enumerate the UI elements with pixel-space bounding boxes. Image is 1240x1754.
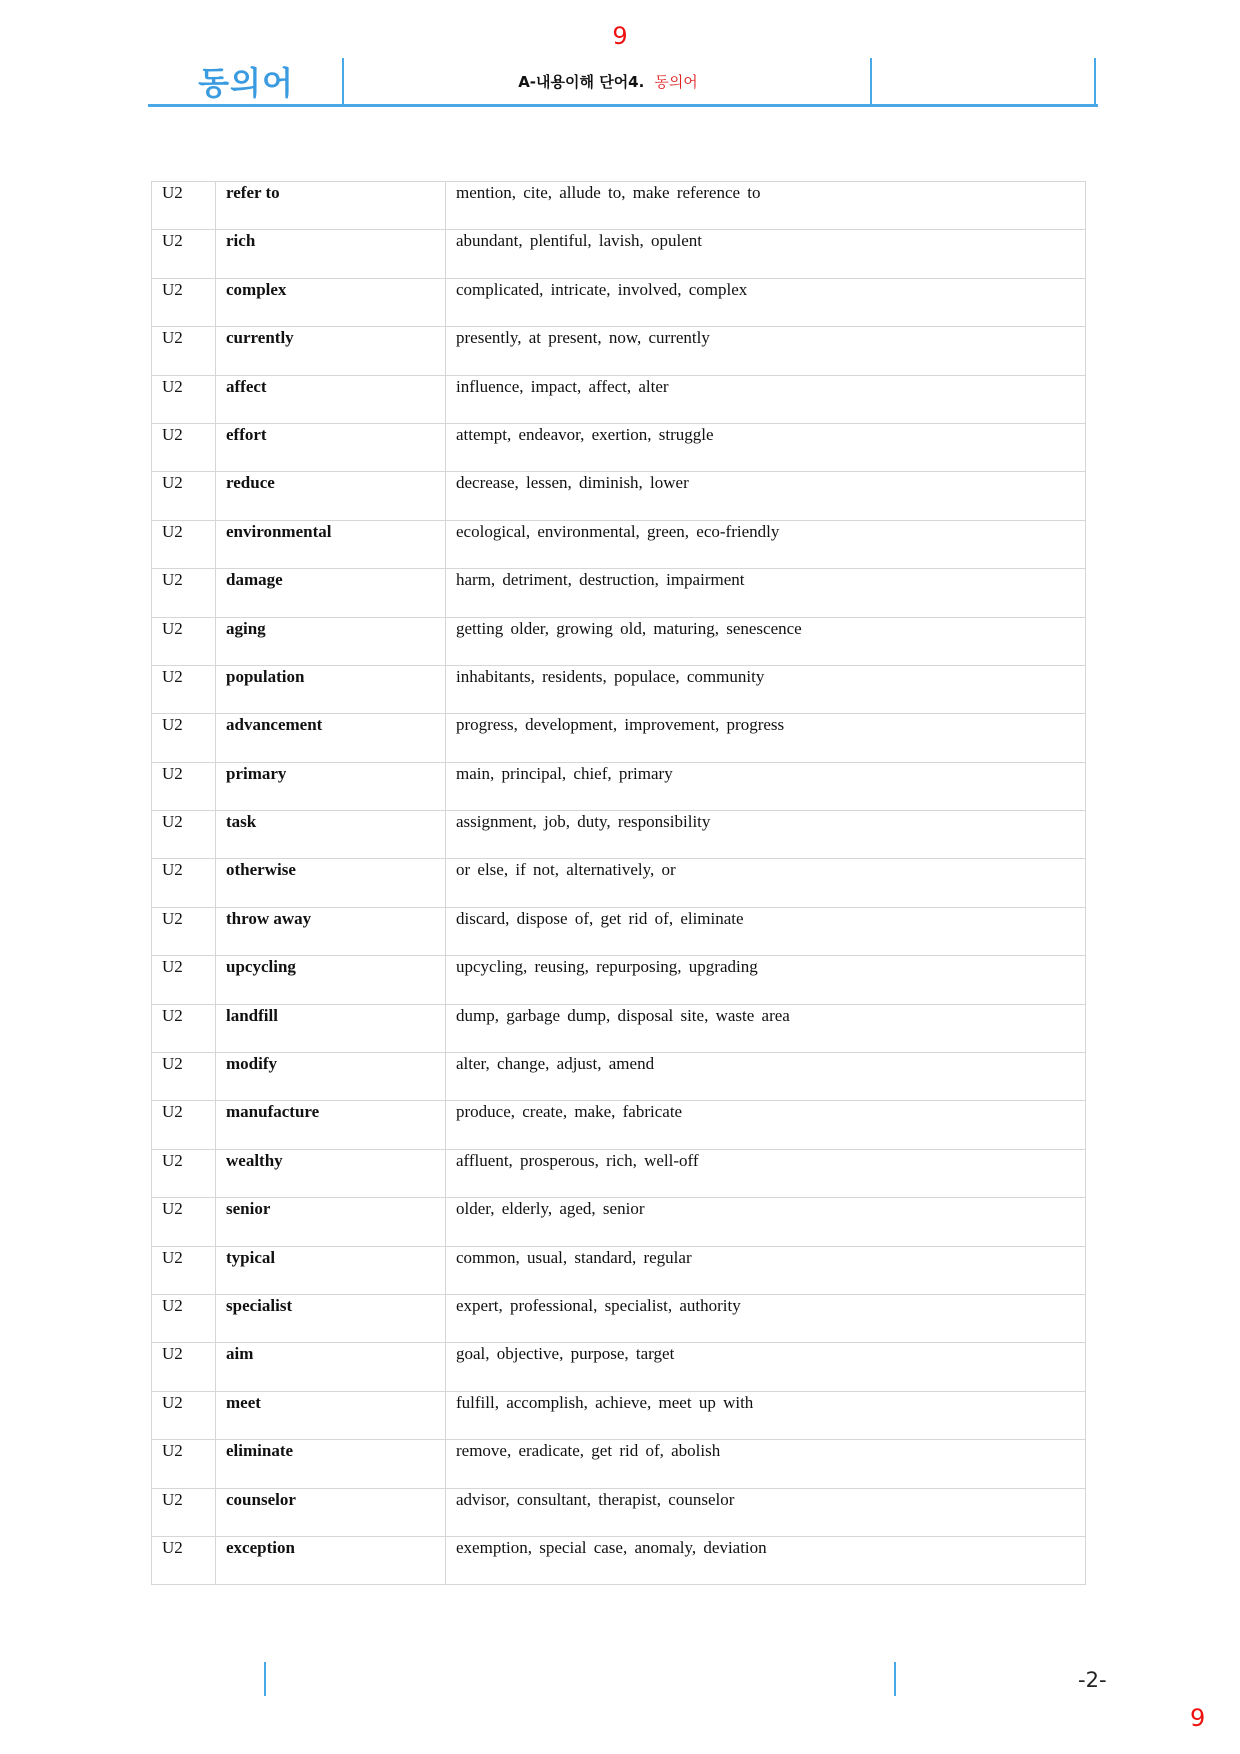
synonyms-cell: [446, 1004, 1086, 1052]
word-cell: [216, 1149, 446, 1197]
word-cell: [216, 665, 446, 713]
unit-cell-text: U2: [162, 1102, 183, 1122]
footer-divider: [264, 1662, 266, 1696]
word-cell-text: task: [226, 812, 257, 832]
word-cell-text: eliminate: [226, 1441, 294, 1461]
unit-cell: [152, 569, 216, 617]
unit-cell-text: U2: [162, 183, 183, 202]
synonyms-cell-text: common, usual, standard, regular: [456, 1247, 692, 1267]
word-cell-text: typical: [226, 1247, 276, 1267]
word-cell: [216, 182, 446, 230]
unit-cell: [152, 1391, 216, 1439]
synonyms-cell: [446, 182, 1086, 230]
word-cell: [216, 278, 446, 326]
word-cell-text: refer to: [226, 183, 280, 202]
header-title: 동의어: [198, 64, 294, 102]
word-cell-text: environmental: [226, 521, 332, 541]
corner-page-marker: 9: [1190, 1704, 1206, 1732]
word-cell: [216, 327, 446, 375]
word-cell: [216, 1053, 446, 1101]
table-row: [152, 907, 1086, 955]
word-cell: [216, 1246, 446, 1294]
synonyms-cell: [446, 714, 1086, 762]
word-cell-text: complex: [226, 279, 287, 299]
synonyms-cell: [446, 520, 1086, 568]
word-cell-text: effort: [226, 424, 267, 444]
synonyms-cell: [446, 956, 1086, 1004]
table-row: [152, 1440, 1086, 1488]
synonyms-cell-text: alter, change, adjust, amend: [456, 1054, 655, 1074]
word-cell-text: reduce: [226, 473, 275, 493]
word-cell: [216, 520, 446, 568]
table-row: [152, 327, 1086, 375]
synonyms-cell-text: presently, at present, now, currently: [456, 328, 710, 348]
unit-cell-text: U2: [162, 957, 183, 977]
synonyms-cell-text: upcycling, reusing, repurposing, upgrading: [456, 957, 758, 977]
synonyms-cell-text: attempt, endeavor, exertion, struggle: [456, 424, 714, 444]
table-row: [152, 1053, 1086, 1101]
header-center-accent: 동의어: [654, 72, 698, 91]
table-row: [152, 1149, 1086, 1197]
header-center-label: A-내용이해 단어4.: [518, 72, 645, 91]
unit-cell-text: U2: [162, 1392, 183, 1412]
table-row: [152, 1488, 1086, 1536]
table-row: [152, 278, 1086, 326]
unit-cell: [152, 1440, 216, 1488]
word-cell: [216, 714, 446, 762]
unit-cell-text: U2: [162, 231, 183, 251]
synonyms-cell: [446, 762, 1086, 810]
unit-cell: [152, 617, 216, 665]
synonyms-cell: [446, 859, 1086, 907]
synonyms-cell: [446, 569, 1086, 617]
synonyms-cell-text: ecological, environmental, green, eco-friendly: [456, 521, 780, 541]
unit-cell: [152, 1149, 216, 1197]
table-row: [152, 1391, 1086, 1439]
synonyms-cell-text: older, elderly, aged, senior: [456, 1199, 645, 1219]
synonyms-cell-text: main, principal, chief, primary: [456, 763, 673, 783]
word-cell: [216, 375, 446, 423]
unit-cell: [152, 811, 216, 859]
vocabulary-table: [151, 181, 1086, 1585]
word-cell-text: aging: [226, 618, 266, 638]
unit-cell: [152, 182, 216, 230]
unit-cell: [152, 375, 216, 423]
word-cell-text: damage: [226, 570, 283, 590]
table-row: [152, 1246, 1086, 1294]
table-row: [152, 1294, 1086, 1342]
unit-cell: [152, 278, 216, 326]
word-cell: [216, 1294, 446, 1342]
unit-cell: [152, 665, 216, 713]
word-cell: [216, 472, 446, 520]
footer-page-number: -2-: [1078, 1668, 1107, 1692]
unit-cell-text: U2: [162, 1199, 183, 1219]
synonyms-cell-text: fulfill, accomplish, achieve, meet up with: [456, 1392, 754, 1412]
word-cell: [216, 1488, 446, 1536]
synonyms-cell-text: mention, cite, allude to, make reference to: [456, 183, 761, 202]
unit-cell: [152, 472, 216, 520]
synonyms-cell: [446, 1198, 1086, 1246]
table-row: [152, 1198, 1086, 1246]
unit-cell-text: U2: [162, 1489, 183, 1509]
unit-cell-text: U2: [162, 1537, 183, 1557]
synonyms-cell: [446, 278, 1086, 326]
word-cell-text: otherwise: [226, 860, 296, 880]
word-cell: [216, 1536, 446, 1584]
unit-cell-text: U2: [162, 1441, 183, 1461]
synonyms-cell: [446, 907, 1086, 955]
word-cell: [216, 907, 446, 955]
synonyms-cell: [446, 1536, 1086, 1584]
synonyms-cell-text: assignment, job, duty, responsibility: [456, 812, 711, 832]
synonyms-cell: [446, 423, 1086, 471]
word-cell: [216, 1101, 446, 1149]
word-cell-text: landfill: [226, 1005, 278, 1025]
synonyms-cell-text: getting older, growing old, maturing, senescence: [456, 618, 802, 638]
synonyms-cell: [446, 1294, 1086, 1342]
synonyms-cell: [446, 472, 1086, 520]
unit-cell-text: U2: [162, 1295, 183, 1315]
unit-cell-text: U2: [162, 1150, 183, 1170]
synonyms-cell: [446, 1149, 1086, 1197]
synonyms-cell-text: expert, professional, specialist, authority: [456, 1295, 741, 1315]
synonyms-cell: [446, 1101, 1086, 1149]
unit-cell-text: U2: [162, 424, 183, 444]
table-row: [152, 520, 1086, 568]
top-page-marker: 9: [612, 22, 628, 50]
unit-cell-text: U2: [162, 666, 183, 686]
table-row: [152, 714, 1086, 762]
unit-cell: [152, 1246, 216, 1294]
unit-cell: [152, 327, 216, 375]
word-cell: [216, 811, 446, 859]
unit-cell-text: U2: [162, 1344, 183, 1364]
table-row: [152, 811, 1086, 859]
synonyms-cell-text: produce, create, make, fabricate: [456, 1102, 683, 1122]
unit-cell-text: U2: [162, 763, 183, 783]
word-cell-text: upcycling: [226, 957, 296, 977]
header-divider: [1094, 58, 1096, 104]
synonyms-cell-text: remove, eradicate, get rid of, abolish: [456, 1441, 721, 1461]
unit-cell: [152, 1536, 216, 1584]
synonyms-cell-text: advisor, consultant, therapist, counselor: [456, 1489, 735, 1509]
table-row: [152, 1343, 1086, 1391]
word-cell-text: advancement: [226, 715, 323, 735]
unit-cell: [152, 956, 216, 1004]
synonyms-cell: [446, 1440, 1086, 1488]
synonyms-cell: [446, 1391, 1086, 1439]
vocabulary-table-body: [152, 182, 1086, 1585]
unit-cell: [152, 1343, 216, 1391]
word-cell: [216, 1004, 446, 1052]
word-cell-text: wealthy: [226, 1150, 283, 1170]
word-cell-text: modify: [226, 1054, 277, 1074]
unit-cell-text: U2: [162, 1005, 183, 1025]
word-cell-text: primary: [226, 763, 287, 783]
word-cell-text: manufacture: [226, 1102, 320, 1122]
synonyms-cell-text: discard, dispose of, get rid of, eliminate: [456, 908, 744, 928]
unit-cell-text: U2: [162, 715, 183, 735]
word-cell: [216, 423, 446, 471]
synonyms-cell-text: abundant, plentiful, lavish, opulent: [456, 231, 703, 251]
table-row: [152, 956, 1086, 1004]
word-cell: [216, 762, 446, 810]
synonyms-cell: [446, 1053, 1086, 1101]
unit-cell: [152, 230, 216, 278]
word-cell: [216, 569, 446, 617]
unit-cell-text: U2: [162, 473, 183, 493]
unit-cell: [152, 423, 216, 471]
synonyms-cell: [446, 811, 1086, 859]
word-cell: [216, 617, 446, 665]
synonyms-cell: [446, 230, 1086, 278]
synonyms-cell-text: decrease, lessen, diminish, lower: [456, 473, 689, 493]
unit-cell-text: U2: [162, 618, 183, 638]
synonyms-cell: [446, 1246, 1086, 1294]
word-cell: [216, 859, 446, 907]
unit-cell-text: U2: [162, 1054, 183, 1074]
unit-cell: [152, 1488, 216, 1536]
synonyms-cell: [446, 665, 1086, 713]
synonyms-cell: [446, 375, 1086, 423]
synonyms-cell: [446, 1343, 1086, 1391]
word-cell-text: senior: [226, 1199, 271, 1219]
table-row: [152, 230, 1086, 278]
unit-cell-text: U2: [162, 521, 183, 541]
table-row: [152, 182, 1086, 230]
table-row: [152, 375, 1086, 423]
unit-cell-text: U2: [162, 860, 183, 880]
word-cell-text: counselor: [226, 1489, 296, 1509]
table-row: [152, 472, 1086, 520]
footer-divider: [894, 1662, 896, 1696]
table-row: [152, 762, 1086, 810]
table-row: [152, 1101, 1086, 1149]
synonyms-cell-text: exemption, special case, anomaly, deviation: [456, 1537, 767, 1557]
table-row: [152, 617, 1086, 665]
table-row: [152, 569, 1086, 617]
unit-cell-text: U2: [162, 908, 183, 928]
synonyms-cell: [446, 1488, 1086, 1536]
header-divider: [870, 58, 872, 104]
table-row: [152, 859, 1086, 907]
synonyms-cell: [446, 617, 1086, 665]
synonyms-cell-text: goal, objective, purpose, target: [456, 1344, 675, 1364]
unit-cell-text: U2: [162, 328, 183, 348]
word-cell-text: aim: [226, 1344, 254, 1364]
unit-cell: [152, 1294, 216, 1342]
word-cell-text: exception: [226, 1537, 295, 1557]
word-cell-text: affect: [226, 376, 267, 396]
unit-cell: [152, 714, 216, 762]
word-cell: [216, 230, 446, 278]
unit-cell: [152, 1053, 216, 1101]
synonyms-cell-text: dump, garbage dump, disposal site, waste area: [456, 1005, 790, 1025]
unit-cell: [152, 520, 216, 568]
unit-cell: [152, 762, 216, 810]
unit-cell-text: U2: [162, 1247, 183, 1267]
unit-cell: [152, 1004, 216, 1052]
word-cell-text: population: [226, 666, 305, 686]
unit-cell: [152, 1198, 216, 1246]
synonyms-cell-text: complicated, intricate, involved, complex: [456, 279, 748, 299]
table-row: [152, 423, 1086, 471]
unit-cell: [152, 859, 216, 907]
table-row: [152, 1536, 1086, 1584]
unit-cell-text: U2: [162, 376, 183, 396]
synonyms-cell-text: influence, impact, affect, alter: [456, 376, 669, 396]
word-cell-text: throw away: [226, 908, 312, 928]
page-header: [148, 58, 1098, 107]
word-cell: [216, 1343, 446, 1391]
word-cell-text: specialist: [226, 1295, 293, 1315]
word-cell-text: rich: [226, 231, 256, 251]
table-row: [152, 665, 1086, 713]
word-cell: [216, 1440, 446, 1488]
word-cell-text: currently: [226, 328, 294, 348]
unit-cell: [152, 1101, 216, 1149]
synonyms-cell-text: harm, detriment, destruction, impairment: [456, 570, 745, 590]
synonyms-cell: [446, 327, 1086, 375]
table-row: [152, 1004, 1086, 1052]
word-cell: [216, 1198, 446, 1246]
word-cell: [216, 956, 446, 1004]
word-cell: [216, 1391, 446, 1439]
unit-cell-text: U2: [162, 812, 183, 832]
synonyms-cell-text: inhabitants, residents, populace, community: [456, 666, 765, 686]
synonyms-cell-text: or else, if not, alternatively, or: [456, 860, 676, 880]
word-cell-text: meet: [226, 1392, 261, 1412]
unit-cell: [152, 907, 216, 955]
synonyms-cell-text: progress, development, improvement, progress: [456, 715, 785, 735]
unit-cell-text: U2: [162, 570, 183, 590]
unit-cell-text: U2: [162, 279, 183, 299]
header-center: [344, 58, 872, 104]
synonyms-cell-text: affluent, prosperous, rich, well-off: [456, 1150, 699, 1170]
